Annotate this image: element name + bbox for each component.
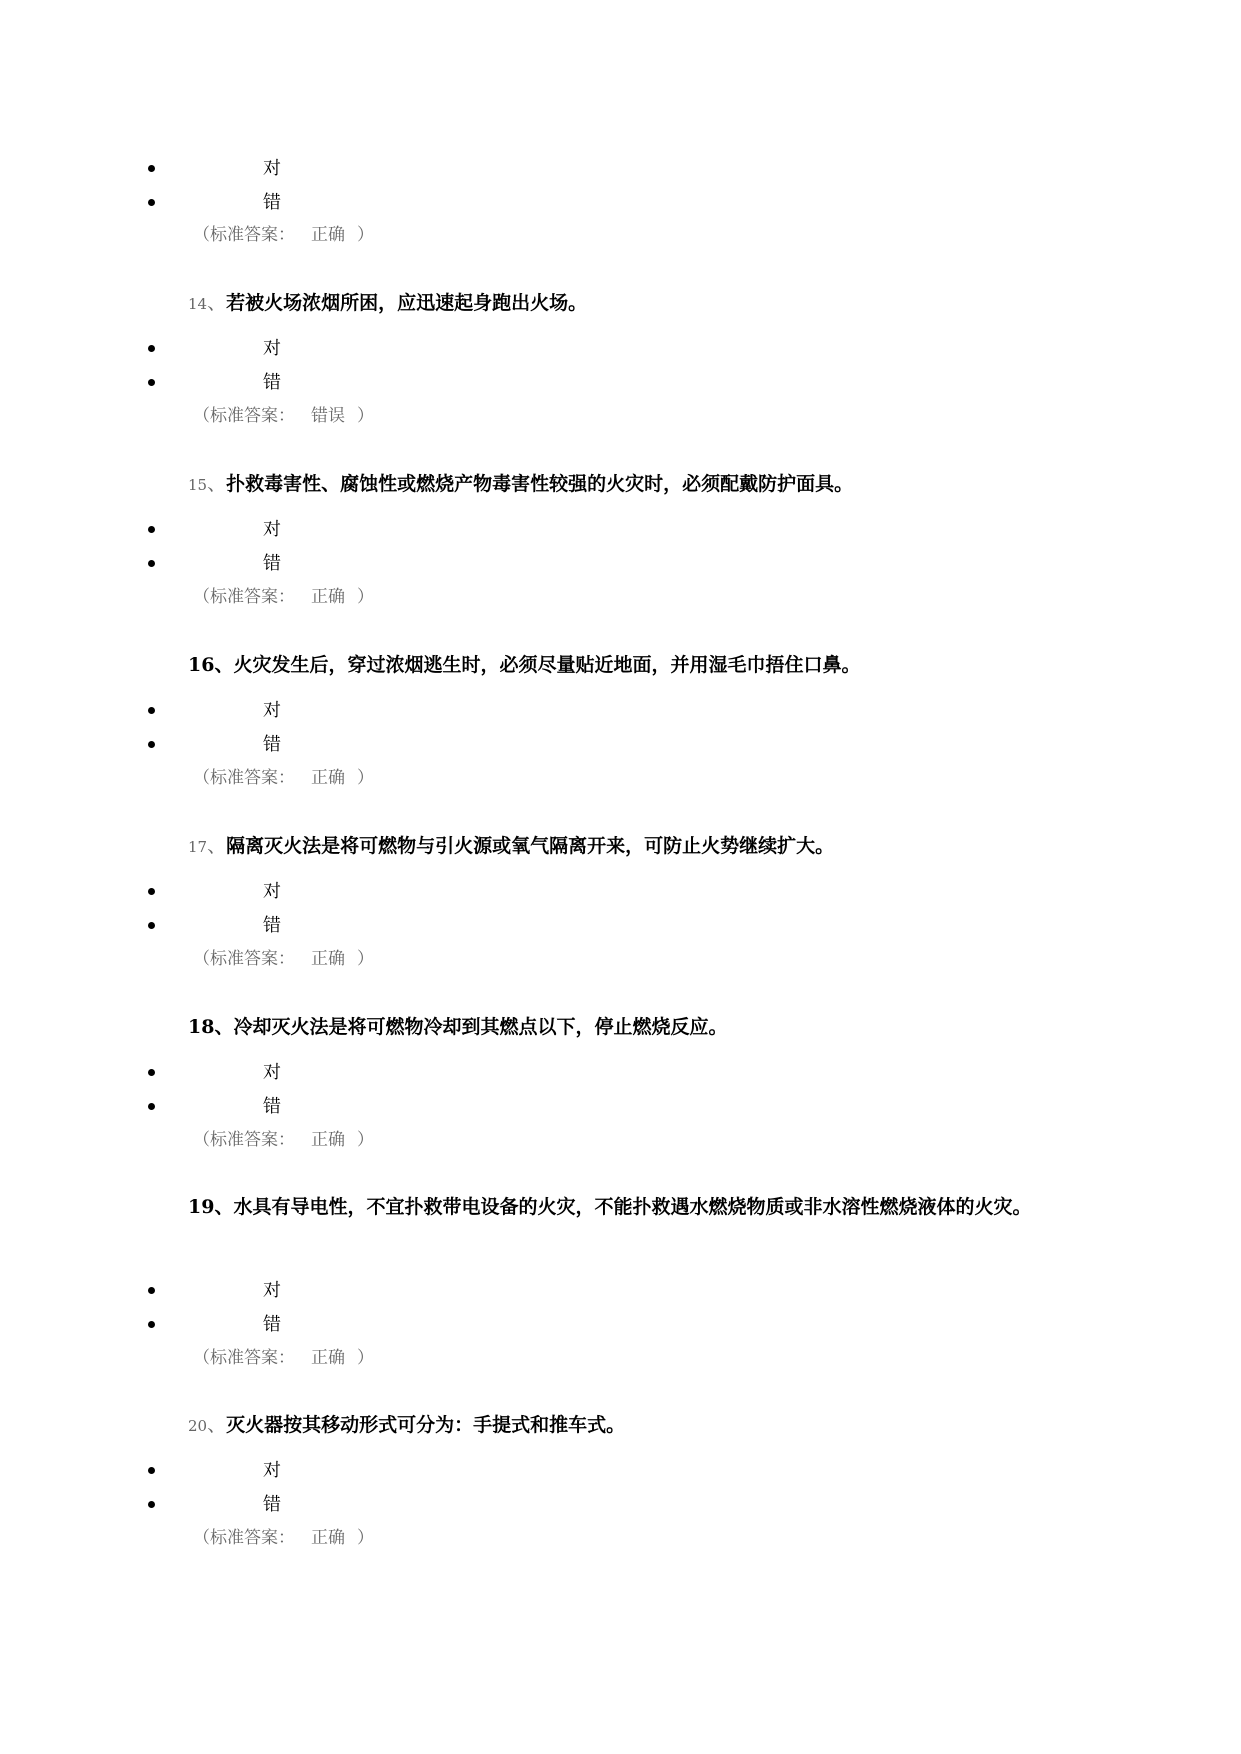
question-separator: 、 bbox=[214, 1016, 234, 1038]
question-20 bbox=[188, 1406, 1058, 1445]
question-number: 20 bbox=[188, 1417, 208, 1435]
bullet-icon bbox=[148, 922, 155, 929]
question-text: 灭火器按其移动形式可分为：手提式和推车式。 bbox=[226, 1414, 626, 1436]
answer-prefix: （标准答案： bbox=[193, 406, 295, 426]
answer-suffix: ） bbox=[357, 1528, 374, 1548]
option-label: 对 bbox=[263, 881, 281, 902]
option-false bbox=[0, 1314, 400, 1344]
answer-value: 正确 bbox=[311, 1130, 345, 1150]
question-separator: 、 bbox=[207, 473, 227, 495]
question-text: 水具有导电性，不宜扑救带电设备的火灾，不能扑救遇水燃烧物质或非水溶性燃烧液体的火灾。 bbox=[233, 1196, 1032, 1218]
standard-answer bbox=[193, 405, 374, 427]
answer-prefix: （标准答案： bbox=[193, 949, 295, 969]
answer-suffix: ） bbox=[357, 949, 374, 969]
answer-suffix: ） bbox=[357, 587, 374, 607]
option-label: 对 bbox=[263, 338, 281, 359]
question-text: 扑救毒害性、腐蚀性或燃烧产物毒害性较强的火灾时，必须配戴防护面具。 bbox=[226, 473, 854, 495]
question-separator: 、 bbox=[214, 654, 234, 676]
option-true bbox=[0, 519, 400, 549]
question-number: 15 bbox=[188, 476, 208, 494]
option-label: 错 bbox=[263, 1494, 281, 1515]
option-false bbox=[0, 734, 400, 764]
answer-prefix: （标准答案： bbox=[193, 1348, 295, 1368]
bullet-icon bbox=[148, 1501, 155, 1508]
option-false bbox=[0, 1494, 400, 1524]
option-true bbox=[0, 881, 400, 911]
option-label: 错 bbox=[263, 1314, 281, 1335]
bullet-icon bbox=[148, 1103, 155, 1110]
option-true bbox=[0, 338, 400, 368]
option-label: 对 bbox=[263, 158, 281, 179]
standard-answer bbox=[193, 224, 374, 246]
question-separator: 、 bbox=[207, 835, 227, 857]
question-text: 若被火场浓烟所困，应迅速起身跑出火场。 bbox=[226, 292, 588, 314]
option-false bbox=[0, 553, 400, 583]
answer-suffix: ） bbox=[357, 225, 374, 245]
option-false bbox=[0, 192, 400, 222]
answer-suffix: ） bbox=[357, 1130, 374, 1150]
question-text: 隔离灭火法是将可燃物与引火源或氧气隔离开来，可防止火势继续扩大。 bbox=[226, 835, 835, 857]
standard-answer bbox=[193, 948, 374, 970]
answer-prefix: （标准答案： bbox=[193, 587, 295, 607]
standard-answer bbox=[193, 1129, 374, 1151]
answer-value: 正确 bbox=[311, 768, 345, 788]
question-number: 19 bbox=[188, 1196, 215, 1218]
bullet-icon bbox=[148, 707, 155, 714]
option-label: 对 bbox=[263, 1280, 281, 1301]
bullet-icon bbox=[148, 888, 155, 895]
answer-suffix: ） bbox=[357, 768, 374, 788]
question-16 bbox=[188, 646, 1058, 684]
answer-prefix: （标准答案： bbox=[193, 768, 295, 788]
option-label: 错 bbox=[263, 192, 281, 213]
answer-value: 正确 bbox=[311, 1528, 345, 1548]
option-label: 对 bbox=[263, 700, 281, 721]
bullet-icon bbox=[148, 1321, 155, 1328]
answer-value: 正确 bbox=[311, 587, 345, 607]
option-true bbox=[0, 1460, 400, 1490]
bullet-icon bbox=[148, 1069, 155, 1076]
bullet-icon bbox=[148, 526, 155, 533]
bullet-icon bbox=[148, 165, 155, 172]
answer-prefix: （标准答案： bbox=[193, 225, 295, 245]
option-label: 错 bbox=[263, 1096, 281, 1117]
question-separator: 、 bbox=[207, 1414, 227, 1436]
option-false bbox=[0, 372, 400, 402]
option-true bbox=[0, 1280, 400, 1310]
option-false bbox=[0, 1096, 400, 1126]
question-separator: 、 bbox=[214, 1196, 234, 1218]
bullet-icon bbox=[148, 199, 155, 206]
option-label: 对 bbox=[263, 519, 281, 540]
question-text: 火灾发生后，穿过浓烟逃生时，必须尽量贴近地面，并用湿毛巾捂住口鼻。 bbox=[233, 654, 861, 676]
question-18 bbox=[188, 1008, 1058, 1046]
question-number: 17 bbox=[188, 838, 208, 856]
bullet-icon bbox=[148, 741, 155, 748]
option-label: 对 bbox=[263, 1062, 281, 1083]
standard-answer bbox=[193, 767, 374, 789]
option-label: 对 bbox=[263, 1460, 281, 1481]
question-number: 16 bbox=[188, 654, 215, 676]
bullet-icon bbox=[148, 560, 155, 567]
answer-suffix: ） bbox=[357, 1348, 374, 1368]
standard-answer bbox=[193, 1347, 374, 1369]
option-label: 错 bbox=[263, 372, 281, 393]
answer-value: 正确 bbox=[311, 1348, 345, 1368]
answer-value: 错误 bbox=[311, 406, 345, 426]
bullet-icon bbox=[148, 1287, 155, 1294]
question-separator: 、 bbox=[207, 292, 227, 314]
option-label: 错 bbox=[263, 915, 281, 936]
bullet-icon bbox=[148, 345, 155, 352]
answer-value: 正确 bbox=[311, 949, 345, 969]
question-14 bbox=[188, 284, 1058, 323]
question-17 bbox=[188, 827, 1058, 866]
option-true bbox=[0, 1062, 400, 1092]
answer-value: 正确 bbox=[311, 225, 345, 245]
option-true bbox=[0, 158, 400, 188]
option-true bbox=[0, 700, 400, 730]
question-text: 冷却灭火法是将可燃物冷却到其燃点以下，停止燃烧反应。 bbox=[233, 1016, 728, 1038]
standard-answer bbox=[193, 586, 374, 608]
bullet-icon bbox=[148, 1467, 155, 1474]
option-false bbox=[0, 915, 400, 945]
option-label: 错 bbox=[263, 553, 281, 574]
answer-prefix: （标准答案： bbox=[193, 1130, 295, 1150]
option-label: 错 bbox=[263, 734, 281, 755]
question-15 bbox=[188, 465, 1058, 504]
question-19 bbox=[188, 1188, 1058, 1226]
answer-prefix: （标准答案： bbox=[193, 1528, 295, 1548]
question-number: 18 bbox=[188, 1016, 215, 1038]
bullet-icon bbox=[148, 379, 155, 386]
standard-answer bbox=[193, 1527, 374, 1549]
question-number: 14 bbox=[188, 295, 208, 313]
answer-suffix: ） bbox=[357, 406, 374, 426]
